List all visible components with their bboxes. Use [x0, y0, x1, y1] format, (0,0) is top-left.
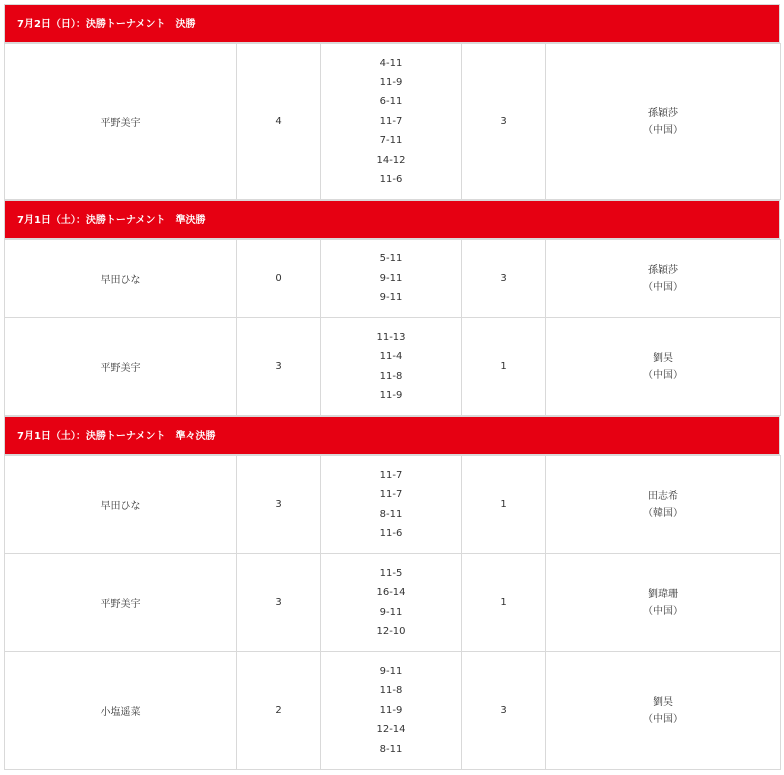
- game-score: 16-14: [376, 587, 406, 599]
- player-name: 平野美宇: [5, 44, 237, 200]
- opponent-name: 孫穎莎: [648, 264, 678, 276]
- opponent-country: （中国）: [643, 713, 683, 725]
- opponent-cell: [546, 44, 781, 200]
- match-row: [5, 554, 781, 652]
- section-final: [4, 4, 780, 200]
- results-table: [4, 239, 781, 416]
- player-name: 早田ひな: [5, 240, 237, 318]
- match-row: [5, 318, 781, 416]
- opponent-cell: [546, 652, 781, 770]
- opponent-score: 3: [462, 44, 546, 200]
- results-table: [4, 43, 781, 200]
- player-name: 小塩遥菜: [5, 652, 237, 770]
- game-score: 9-11: [379, 606, 403, 618]
- player-score: 3: [237, 318, 321, 416]
- game-score: 4-11: [379, 57, 403, 69]
- game-score: 11-7: [379, 469, 403, 481]
- opponent-name: 孫穎莎: [648, 107, 678, 119]
- match-row: [5, 240, 781, 318]
- player-score: 0: [237, 240, 321, 318]
- player-score: 2: [237, 652, 321, 770]
- opponent-score: 1: [462, 456, 546, 554]
- opponent-cell: [546, 554, 781, 652]
- game-scores: [321, 652, 462, 770]
- match-row: [5, 456, 781, 554]
- player-score: 3: [237, 554, 321, 652]
- opponent-name: 劉昊: [653, 352, 673, 364]
- game-score: 9-11: [379, 292, 403, 304]
- game-scores: [321, 44, 462, 200]
- game-score: 7-11: [379, 135, 403, 147]
- game-scores: [321, 240, 462, 318]
- game-score: 11-8: [379, 370, 403, 382]
- game-score: 11-5: [379, 567, 403, 579]
- game-scores: [321, 318, 462, 416]
- opponent-country: （中国）: [643, 281, 683, 293]
- game-score: 8-11: [379, 743, 403, 755]
- player-name: 平野美宇: [5, 318, 237, 416]
- player-name: 平野美宇: [5, 554, 237, 652]
- game-score: 11-9: [379, 77, 403, 89]
- opponent-score: 1: [462, 554, 546, 652]
- section-quarterfinal: [4, 416, 780, 770]
- game-score: 9-11: [379, 666, 403, 678]
- match-row: [5, 44, 781, 200]
- opponent-cell: [546, 240, 781, 318]
- opponent-score: 1: [462, 318, 546, 416]
- opponent-cell: [546, 318, 781, 416]
- player-name: 早田ひな: [5, 456, 237, 554]
- opponent-country: （中国）: [643, 605, 683, 617]
- opponent-country: （中国）: [643, 369, 683, 381]
- game-score: 8-11: [379, 508, 403, 520]
- game-score: 11-9: [379, 704, 403, 716]
- game-score: 11-13: [376, 331, 406, 343]
- opponent-name: 田志希: [648, 490, 678, 502]
- game-score: 11-7: [379, 489, 403, 501]
- opponent-score: 3: [462, 240, 546, 318]
- player-score: 3: [237, 456, 321, 554]
- game-score: 11-9: [379, 389, 403, 401]
- results-table: [4, 455, 781, 770]
- opponent-country: （中国）: [643, 124, 683, 136]
- game-score: 14-12: [376, 154, 406, 166]
- section-header: 7月2日（日）：決勝トーナメント 決勝: [4, 4, 780, 43]
- opponent-score: 3: [462, 652, 546, 770]
- game-score: 9-11: [379, 272, 403, 284]
- game-score: 12-14: [376, 724, 406, 736]
- game-scores: [321, 456, 462, 554]
- game-score: 11-6: [379, 173, 403, 185]
- section-semifinal: [4, 200, 780, 416]
- opponent-name: 劉昊: [653, 696, 673, 708]
- opponent-country: （韓国）: [643, 507, 683, 519]
- game-score: 11-7: [379, 115, 403, 127]
- game-score: 5-11: [379, 253, 403, 265]
- game-score: 6-11: [379, 96, 403, 108]
- game-scores: [321, 554, 462, 652]
- game-score: 12-10: [376, 625, 406, 637]
- game-score: 11-8: [379, 685, 403, 697]
- match-row: [5, 652, 781, 770]
- opponent-cell: [546, 456, 781, 554]
- section-header: 7月1日（土）：決勝トーナメント 準決勝: [4, 200, 780, 239]
- results-container: [4, 0, 780, 770]
- player-score: 4: [237, 44, 321, 200]
- opponent-name: 劉瑋珊: [648, 588, 678, 600]
- section-header: 7月1日（土）：決勝トーナメント 準々決勝: [4, 416, 780, 455]
- game-score: 11-6: [379, 527, 403, 539]
- game-score: 11-4: [379, 351, 403, 363]
